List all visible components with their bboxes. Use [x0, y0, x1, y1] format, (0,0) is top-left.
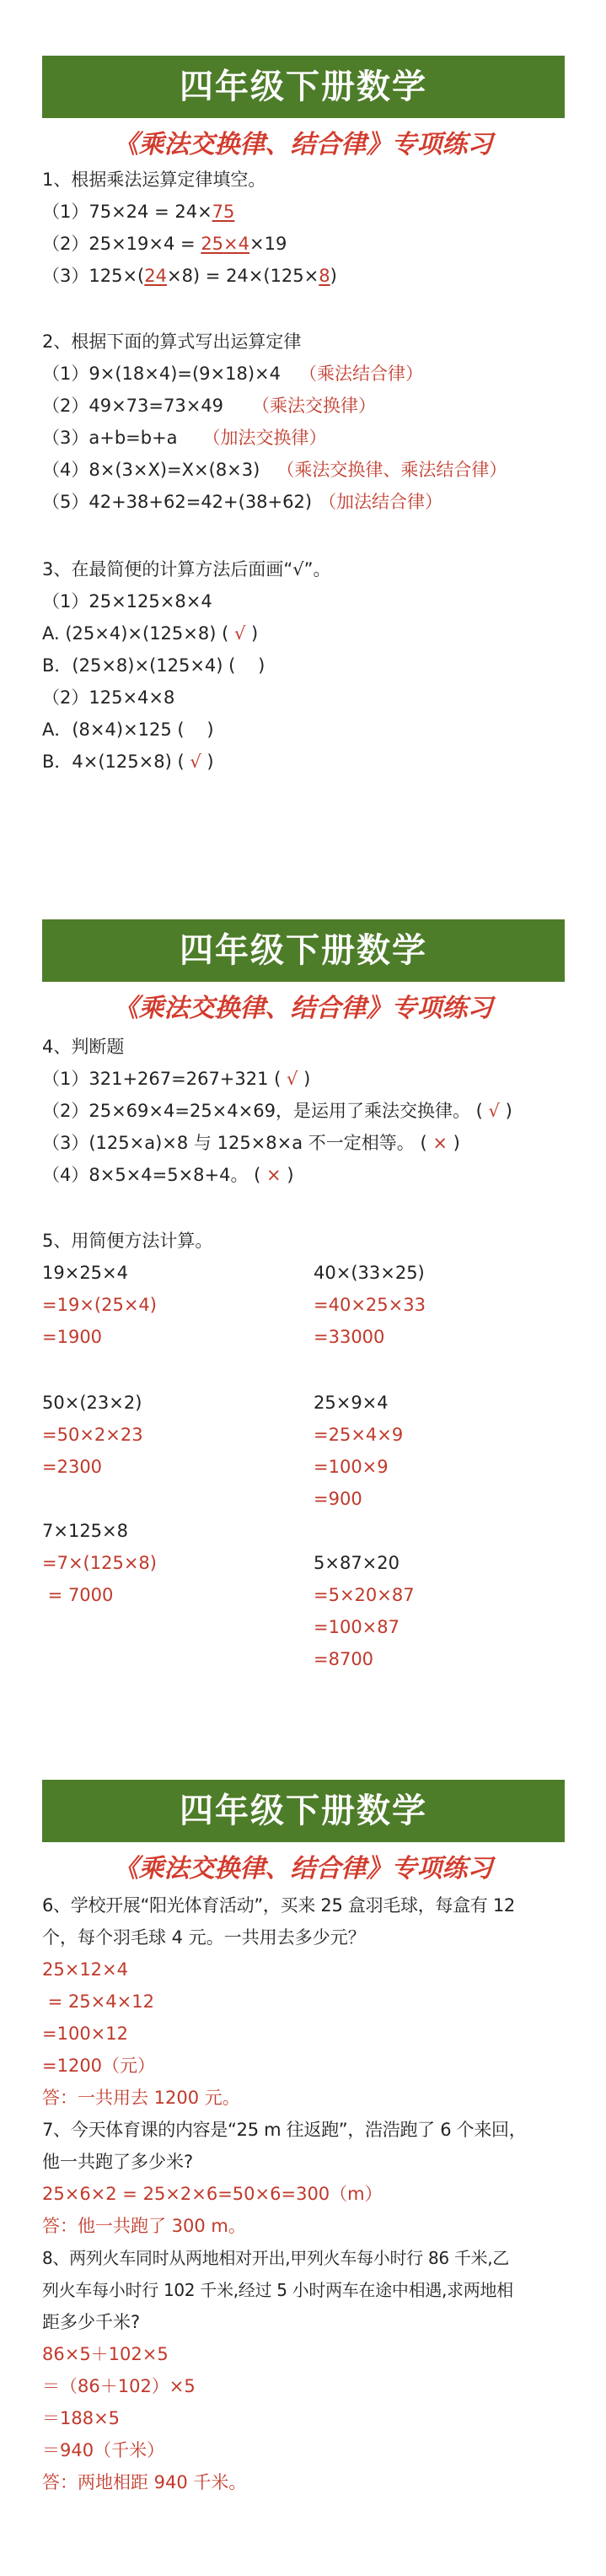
q8-title-line-2: 列火车每小时行 102 千米,经过 5 小时两车在途中相遇,求两地相 [42, 2280, 513, 2300]
q6-title-line-1: 6、学校开展“阳光体育活动”，买来 25 盒羽毛球，每盒有 12 [42, 1895, 515, 1916]
q5-problem-2-expr: 40×(33×25) [314, 1263, 425, 1283]
q6-answer: 答：一共用去 1200 元。 [42, 2088, 240, 2108]
q8-step-1: 86×5＋102×5 [42, 2344, 169, 2364]
q1-item-1-blank: 75 [212, 202, 235, 222]
q4-title: 4、判断题 [42, 1037, 125, 1057]
q6-step-2: = 25×4×12 [42, 1991, 154, 2012]
q5-problem-1-step-2: =1900 [42, 1327, 103, 1347]
q8-title-line-1: 8、两列火车同时从两地相对开出,甲列火车每小时行 86 千米,乙 [42, 2248, 510, 2268]
q1-title: 1、根据乘法运算定律填空。 [42, 170, 266, 190]
q5-problem-6-expr: 5×87×20 [314, 1553, 400, 1573]
q1-item-2-blank-2: 4 [238, 234, 250, 254]
q3-line-1: （1）25×125×8×4 [42, 591, 212, 612]
q5-problem-6-step-1: =5×20×87 [314, 1585, 415, 1605]
q2-item-1-answer: （乘法结合律） [299, 364, 423, 384]
q2-item-4-answer: （乘法交换律、乘法结合律） [276, 460, 507, 480]
q1-item-3-blank-1: 24 [144, 266, 167, 286]
q2-item-3-answer: （加法交换律） [202, 428, 327, 448]
q5-problem-5-step-1: =7×(125×8) [42, 1553, 157, 1573]
section-3-subtitle: 《乘法交换律、结合律》专项练习 [113, 1854, 493, 1883]
q6-title-line-2: 个，每个羽毛球 4 元。一共用去多少元？ [42, 1927, 366, 1948]
q5-problem-2-step-1: =40×25×33 [314, 1295, 426, 1315]
q2-item-4: （4）8×(3×X)=X×(8×3) （乘法交换律、乘法结合律） [42, 460, 507, 480]
q3-line-6-mark: √ [184, 752, 207, 772]
q4-item-1: （1）321+267=267+321 ( √ ) [42, 1069, 311, 1089]
q5-problem-4-step-3: =900 [314, 1489, 362, 1509]
q7-answer: 答：他一共跑了 300 m。 [42, 2216, 246, 2236]
q7-title-line-2: 他一共跑了多少米? [42, 2152, 194, 2172]
q6-step-3: =100×12 [42, 2024, 128, 2044]
q4-item-2-mark: √ [482, 1101, 506, 1121]
q7-step: 25×6×2 = 25×2×6=50×6=300（m） [42, 2184, 383, 2204]
q5-problem-1-expr: 19×25×4 [42, 1263, 128, 1283]
q3-line-6: B．4×(125×8) ( √ ) [42, 752, 214, 772]
section-1-subtitle: 《乘法交换律、结合律》专项练习 [113, 130, 493, 159]
q5-problem-3-step-2: =2300 [42, 1457, 103, 1477]
q1-item-2-blank-1: 25 [201, 234, 224, 254]
q5-problem-6-step-2: =100×87 [314, 1617, 400, 1637]
q4-item-2: （2）25×69×4=25×4×69，是运用了乘法交换律。 ( √ ) [42, 1101, 512, 1121]
section-3-banner: 四年级下册数学 [42, 1780, 565, 1842]
q5-problem-5-step-2: = 7000 [42, 1585, 114, 1605]
q3-title: 3、在最简便的计算方法后面画“√”。 [42, 559, 331, 579]
q4-item-4: （4）8×5×4=5×8+4。 ( × ) [42, 1165, 294, 1185]
q2-item-2: （2）49×73=73×49 （乘法交换律） [42, 396, 377, 416]
q5-problem-6-step-3: =8700 [314, 1649, 374, 1669]
q2-item-5-answer: （加法结合律） [319, 492, 443, 512]
q5-title: 5、用简便方法计算。 [42, 1231, 213, 1251]
q5-problem-3-expr: 50×(23×2) [42, 1393, 142, 1413]
q3-line-5: A．(8×4)×125 ( ) [42, 719, 214, 740]
q4-item-3-mark: × [426, 1133, 453, 1153]
q8-step-4: ＝940（千米） [42, 2440, 165, 2460]
q3-line-3: B．(25×8)×(125×4) ( ) [42, 655, 265, 676]
q5-problem-1-step-1: =19×(25×4) [42, 1295, 157, 1315]
q3-line-4: （2）125×4×8 [42, 687, 175, 708]
q1-item-2: （2）25×19×4 = 25×4×19 [42, 234, 287, 254]
q5-problem-4-expr: 25×9×4 [314, 1393, 389, 1413]
q4-item-3: （3）(125×a)×8 与 125×8×a 不一定相等。 ( × ) [42, 1133, 460, 1153]
q2-title: 2、根据下面的算式写出运算定律 [42, 331, 302, 352]
q6-step-4: =1200（元） [42, 2056, 156, 2076]
q1-item-3-blank-2: 8 [319, 266, 330, 286]
q8-title-line-3: 距多少千米? [42, 2312, 141, 2332]
q5-problem-2-step-2: =33000 [314, 1327, 385, 1347]
q2-item-5: （5）42+38+62=42+(38+62) （加法结合律） [42, 492, 443, 512]
q5-problem-3-step-1: =50×2×23 [42, 1425, 143, 1445]
section-1-banner: 四年级下册数学 [42, 56, 565, 118]
q7-title-line-1: 7、今天体育课的内容是“25 m 往返跑”，浩浩跑了 6 个来回， [42, 2120, 527, 2140]
q2-item-3: （3）a+b=b+a （加法交换律） [42, 428, 327, 448]
q1-item-1: （1）75×24 = 24×75 [42, 202, 235, 222]
q6-step-1: 25×12×4 [42, 1959, 128, 1980]
q5-problem-5-expr: 7×125×8 [42, 1521, 128, 1541]
q2-item-1: （1）9×(18×4)=(9×18)×4 （乘法结合律） [42, 364, 423, 384]
q5-problem-4-step-1: =25×4×9 [314, 1425, 404, 1445]
section-2-subtitle: 《乘法交换律、结合律》专项练习 [113, 994, 493, 1023]
q8-answer: 答：两地相距 940 千米。 [42, 2472, 247, 2492]
q2-item-2-answer: （乘法交换律） [252, 396, 377, 416]
q5-problem-4-step-2: =100×9 [314, 1457, 389, 1477]
q8-step-2: ＝（86＋102）×5 [42, 2376, 196, 2396]
section-2-banner: 四年级下册数学 [42, 919, 565, 982]
q8-step-3: ＝188×5 [42, 2408, 121, 2428]
q4-item-1-mark: √ [281, 1069, 304, 1089]
q3-line-2: A. (25×4)×(125×8) ( √ ) [42, 623, 259, 644]
q4-item-4-mark: × [260, 1165, 287, 1185]
q3-line-2-mark: √ [228, 623, 252, 644]
q1-item-3: （3）125×(24×8) = 24×(125×8) [42, 266, 337, 286]
